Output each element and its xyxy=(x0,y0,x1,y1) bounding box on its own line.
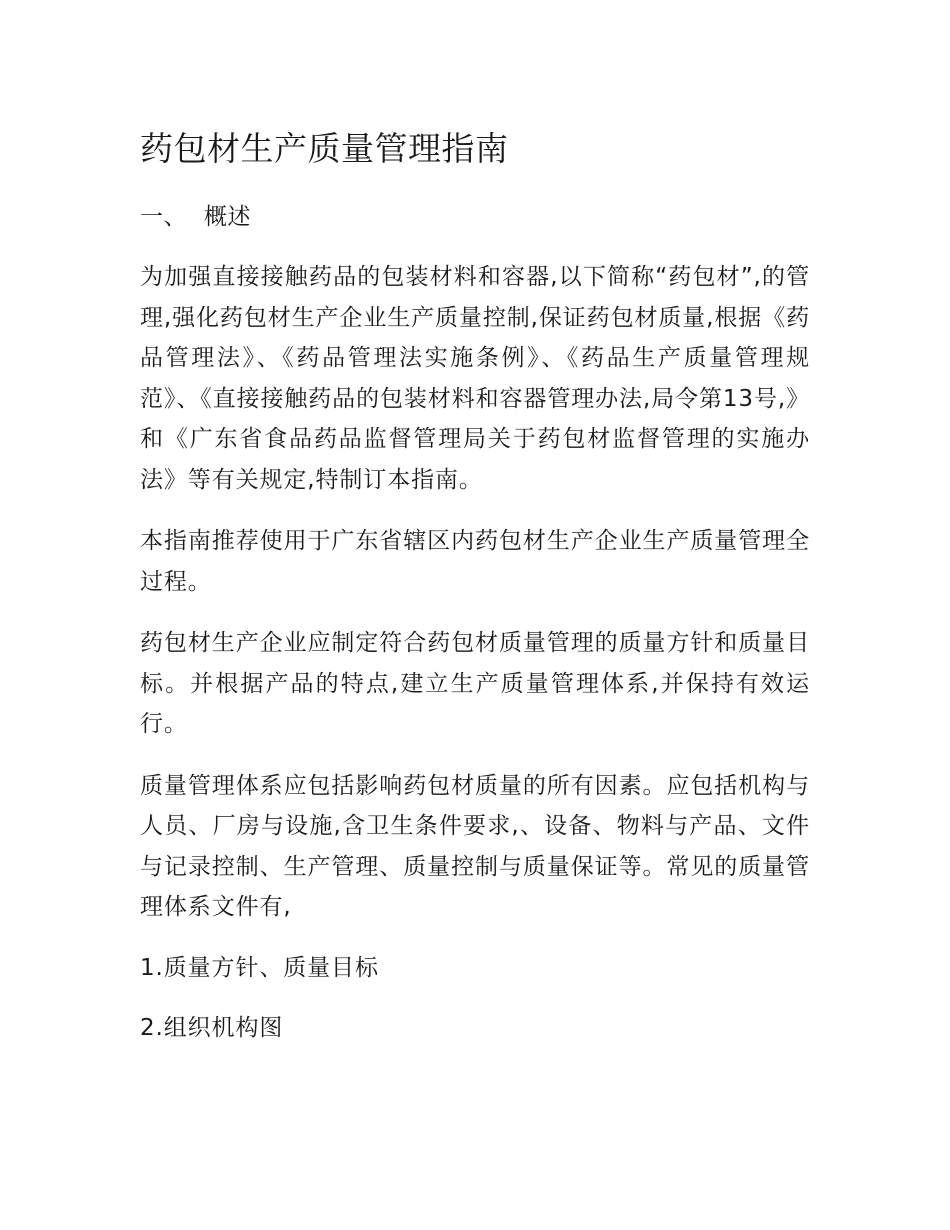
paragraph-purpose: 为加强直接接触药品的包装材料和容器,以下简称“药包材”,的管理,强化药包材生产企业生产质量控制,保证药包材质量,根据《药品管理法》、《药品管理法实施条例》、《药品生产质量管理规范》、《直接接触药品的包装材料和容器管理办法,局令第13号,》和《广东省食品药品监督管理局关于药包材监督管理的实施办法》等有关规定,特制订本指南。 xyxy=(140,264,810,493)
document-page xyxy=(140,125,810,1048)
section-heading-text: 概述 xyxy=(204,204,251,230)
paragraph-scope: 本指南推荐使用于广东省辖区内药包材生产企业生产质量管理全过程。 xyxy=(140,528,810,595)
paragraph-quality-policy: 药包材生产企业应制定符合药包材质量管理的质量方针和质量目标。并根据产品的特点,建立生产质量管理体系,并保持有效运行。 xyxy=(140,630,810,737)
section-number: 一、 xyxy=(140,204,187,230)
section-heading xyxy=(140,197,810,237)
paragraph-quality-system: 质量管理体系应包括影响药包材质量的所有因素。应包括机构与人员、厂房与设施,含卫生条件要求,、设备、物料与产品、文件与记录控制、生产管理、质量控制与质量保证等。常见的质量管理体系文件有, xyxy=(140,772,810,920)
list-item: 1.质量方针、质量目标 xyxy=(140,954,379,981)
document-title: 药包材生产质量管理指南 xyxy=(140,129,509,168)
list-item: 2.组织机构图 xyxy=(140,1014,284,1041)
